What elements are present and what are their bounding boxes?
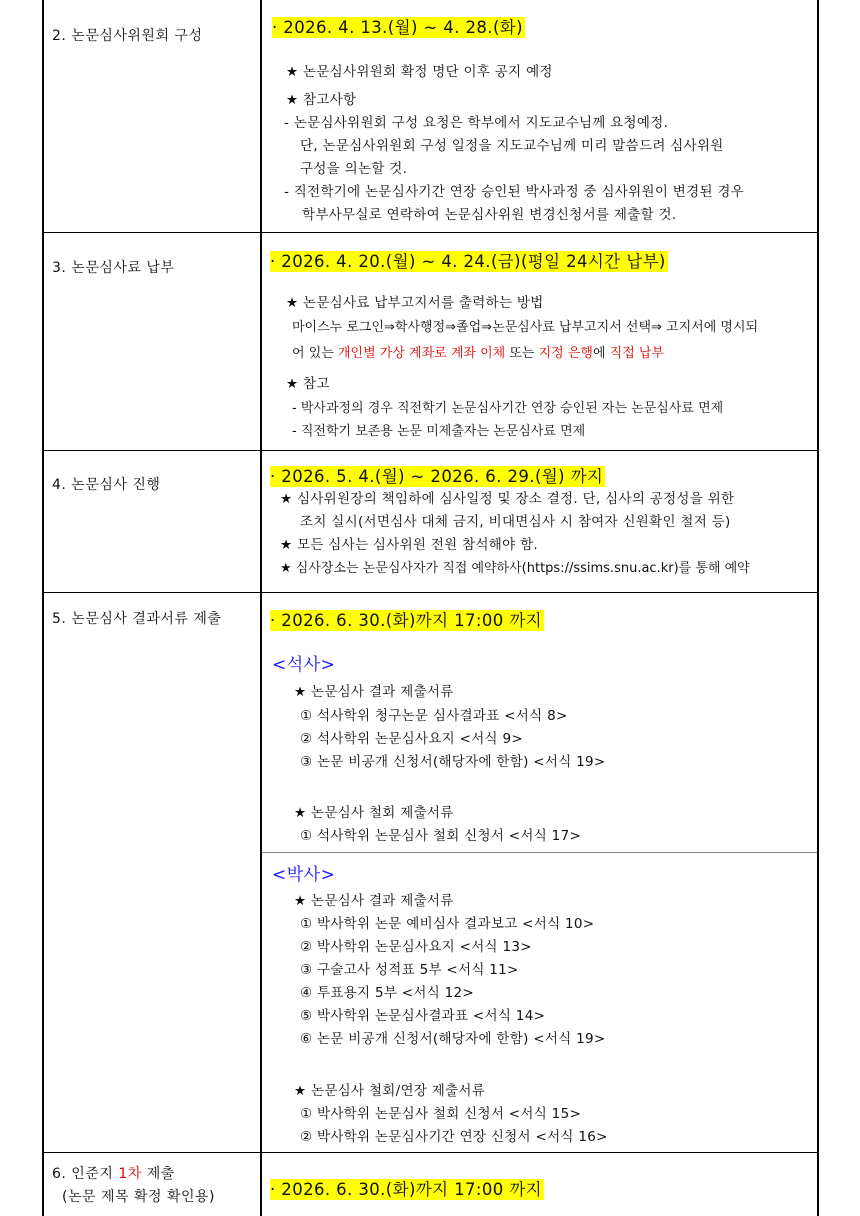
- section-3-date: [270, 248, 668, 272]
- doctoral-heading: <박사>: [272, 865, 336, 885]
- doctoral-withdraw-item: ② 박사학위 논문심사기간 연장 신청서 <서식 16>: [300, 1129, 608, 1145]
- section-3-line: 마이스누 로그인⇒학사행정⇒졸업⇒논문심사료 납부고지서 선택⇒ 고지서에 명시되: [292, 320, 759, 335]
- masters-result-item: ② 석사학위 논문심사요지 <서식 9>: [300, 731, 523, 747]
- section-4-date: [270, 463, 605, 487]
- masters-heading: <석사>: [272, 655, 336, 675]
- section-3-payment-line: [292, 347, 664, 360]
- section-6-date-highlight: · 2026. 6. 30.(화)까지 17:00 까지: [270, 1180, 543, 1199]
- doctoral-result-item: ① 박사학위 논문 예비심사 결과보고 <서식 10>: [300, 916, 595, 932]
- payment-virtual-account: 개인별 가상 계좌로 계좌 이체: [337, 346, 506, 361]
- table-right-border: [817, 0, 819, 1216]
- section-6-label-first: 1차: [118, 1166, 142, 1182]
- doctoral-result-item: ③ 구술고사 성적표 5부 <서식 11>: [300, 962, 519, 978]
- payment-text: 또는: [505, 346, 539, 361]
- section-6-label-text: 6. 인준지: [52, 1166, 119, 1182]
- doctoral-result-item: ⑤ 박사학위 논문심사결과표 <서식 14>: [300, 1008, 546, 1024]
- section-3-line: - 박사과정의 경우 직전학기 논문심사기간 연장 승인된 자는 논문심사료 면제: [292, 401, 724, 416]
- section-6-date: [270, 1176, 544, 1200]
- row-divider-3-4: [42, 450, 819, 451]
- masters-result-heading: ★ 논문심사 결과 제출서류: [294, 684, 454, 700]
- section-5-date: [270, 607, 544, 631]
- section-2-line: 단, 논문심사위원회 구성 일정을 지도교수님께 미리 말씀드려 심사위원: [300, 138, 724, 154]
- section-2-line: - 논문심사위원회 구성 요청은 학부에서 지도교수님께 요청예정.: [284, 115, 669, 131]
- payment-text: 에: [592, 346, 610, 361]
- doctoral-result-item: ② 박사학위 논문심사요지 <서식 13>: [300, 939, 532, 955]
- section-3-line: ★ 참고: [286, 376, 330, 392]
- section-4-line: ★ 심사장소는 논문심사자가 직접 예약하사(https://ssims.snu.ac.kr)를 통해 예약: [280, 561, 750, 576]
- section-5-date-highlight: · 2026. 6. 30.(화)까지 17:00 까지: [270, 611, 543, 630]
- row-divider-2-3: [42, 232, 819, 233]
- payment-direct: 직접 납부: [609, 346, 665, 361]
- row-divider-5-6: [42, 1152, 819, 1153]
- section-6-label: [52, 1163, 175, 1183]
- section-4-line: ★ 심사위원장의 책임하에 심사일정 및 장소 결정. 단, 심사의 공정성을 위한: [280, 491, 735, 507]
- section-2-line: 구성을 의논할 것.: [300, 161, 408, 177]
- section-6-label-subtitle: (논문 제목 확정 확인용): [62, 1189, 215, 1205]
- payment-text: 어 있는: [292, 346, 338, 361]
- section-3-line: ★ 논문심사료 납부고지서를 출력하는 방법: [286, 295, 544, 311]
- section-3-date-highlight: · 2026. 4. 20.(월) ~ 4. 24.(금)(평일 24시간 납부): [270, 252, 666, 271]
- section-4-line: ★ 모든 심사는 심사위원 전원 참석해야 함.: [280, 537, 538, 553]
- table-column-divider: [260, 0, 262, 1216]
- section-3-label: 3. 논문심사료 납부: [52, 260, 175, 276]
- section-2-line: - 직전학기에 논문심사기간 연장 승인된 박사과정 중 심사위원이 변경된 경우: [284, 184, 745, 200]
- doctoral-result-item: ⑥ 논문 비공개 신청서(해당자에 한함) <서식 19>: [300, 1031, 606, 1047]
- section-3-line: - 직전학기 보존용 논문 미제출자는 논문심사료 면제: [292, 424, 586, 439]
- row-divider-4-5: [42, 592, 819, 593]
- doctoral-result-heading: ★ 논문심사 결과 제출서류: [294, 893, 454, 909]
- section-2-line: 학부사무실로 연락하여 논문심사위원 변경신청서를 제출할 것.: [302, 207, 677, 223]
- section-2-line: ★ 논문심사위원회 확정 명단 이후 공지 예정: [286, 64, 553, 80]
- section-6-label-text: 제출: [141, 1166, 175, 1182]
- section-5-label: 5. 논문심사 결과서류 제출: [52, 611, 222, 627]
- section-4-date-highlight: · 2026. 5. 4.(월) ~ 2026. 6. 29.(월) 까지: [270, 467, 604, 486]
- masters-withdraw-heading: ★ 논문심사 철회 제출서류: [294, 805, 454, 821]
- masters-result-item: ① 석사학위 청구논문 심사결과표 <서식 8>: [300, 708, 568, 724]
- payment-designated-bank: 지정 은행: [538, 346, 593, 361]
- section-2-date: [272, 14, 525, 38]
- doctoral-withdraw-heading: ★ 논문심사 철회/연장 제출서류: [294, 1083, 486, 1099]
- section-2-line: ★ 참고사항: [286, 92, 357, 108]
- section-2-date-highlight: · 2026. 4. 13.(월) ~ 4. 28.(화): [272, 18, 523, 37]
- doctoral-withdraw-item: ① 박사학위 논문심사 철회 신청서 <서식 15>: [300, 1106, 582, 1122]
- masters-result-item: ③ 논문 비공개 신청서(해당자에 한함) <서식 19>: [300, 754, 606, 770]
- masters-doctoral-divider: [262, 852, 817, 853]
- section-4-label: 4. 논문심사 진행: [52, 477, 161, 493]
- table-left-border: [42, 0, 44, 1216]
- section-4-line: 조치 실시(서면심사 대체 금지, 비대면심사 시 참여자 신원확인 철저 등): [300, 514, 731, 530]
- masters-withdraw-item: ① 석사학위 논문심사 철회 신청서 <서식 17>: [300, 828, 582, 844]
- section-2-label: 2. 논문심사위원회 구성: [52, 28, 203, 44]
- doctoral-result-item: ④ 투표용지 5부 <서식 12>: [300, 985, 475, 1001]
